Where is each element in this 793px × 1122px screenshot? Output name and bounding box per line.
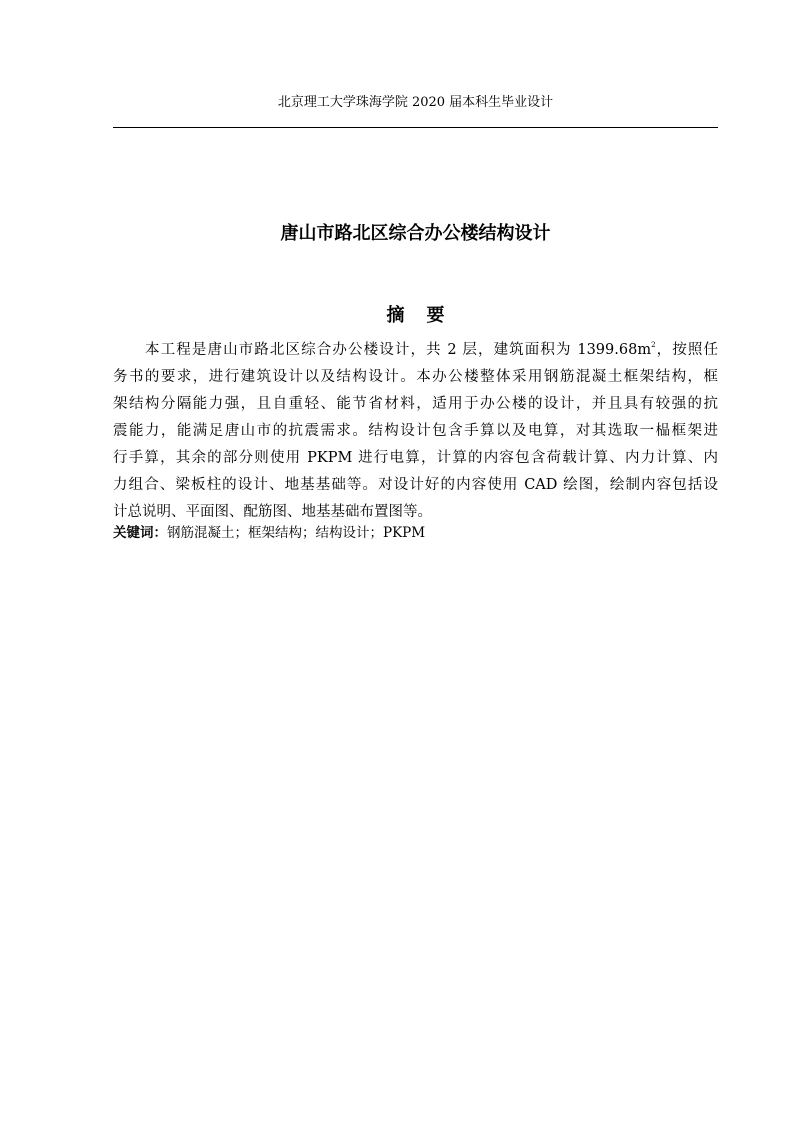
abstract-line: 行手算，其余的部分则使用 PKPM 进行电算，计算的内容包含荷载计算、内力计算、内 — [113, 450, 718, 466]
abstract-line-text: 本工程是唐山市路北区综合办公楼设计，共 2 层，建筑面积为 1399.68m — [145, 342, 652, 358]
abstract-line: 计总说明、平面图、配筋图、地基基础布置图等。 — [113, 504, 432, 520]
keywords — [113, 520, 718, 547]
running-header: 北京理工大学珠海学院 2020 届本科生毕业设计 — [277, 95, 554, 110]
abstract-line — [113, 337, 718, 364]
abstract-heading: 摘要 — [386, 305, 467, 326]
abstract-line: 震能力，能满足唐山市的抗震需求。结构设计包含手算以及电算，对其选取一榀框架进 — [113, 423, 718, 439]
keywords-label: 关键词： — [113, 525, 167, 541]
keywords-text: 钢筋混凝土；框架结构；结构设计；PKPM — [167, 525, 426, 541]
document-title: 唐山市路北区综合办公楼结构设计 — [280, 223, 551, 244]
header-divider — [113, 127, 718, 128]
superscript: 2 — [651, 341, 656, 349]
abstract-line: 力组合、梁板柱的设计、地基基础等。对设计好的内容使用 CAD 绘图，绘制内容包括设 — [113, 477, 718, 493]
abstract-body — [113, 337, 718, 526]
abstract-line-tail: ，按照任 — [655, 342, 718, 358]
abstract-line: 架结构分隔能力强，且自重轻、能节省材料，适用于办公楼的设计，并且具有较强的抗 — [113, 396, 718, 412]
abstract-line: 务书的要求，进行建筑设计以及结构设计。本办公楼整体采用钢筋混凝土框架结构，框 — [113, 369, 718, 385]
